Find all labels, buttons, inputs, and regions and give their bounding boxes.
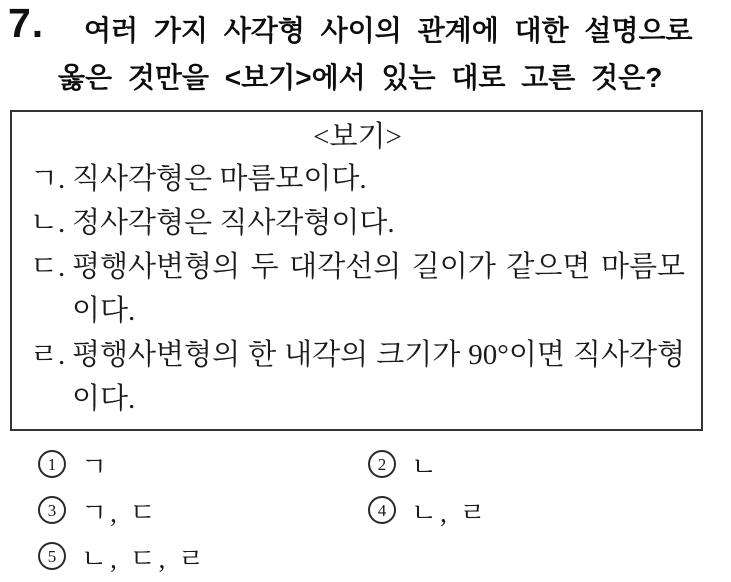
choice-label: ㄱ, ㄷ bbox=[81, 497, 159, 528]
choice-number-badge: 3 bbox=[38, 496, 66, 524]
item-marker: ㄹ. bbox=[30, 339, 66, 371]
choice-option-4[interactable] bbox=[368, 487, 731, 533]
question-text-line1: 여러 가지 사각형 사이의 관계에 대한 설명으로 bbox=[84, 15, 693, 46]
item-marker: ㄴ. bbox=[30, 207, 66, 239]
choice-label: ㄴ, ㄷ, ㄹ bbox=[81, 543, 208, 574]
choice-option-3[interactable] bbox=[38, 487, 368, 533]
answer-choices bbox=[38, 441, 731, 579]
item-marker: ㄷ. bbox=[30, 251, 66, 283]
item-marker: ㄱ. bbox=[30, 163, 66, 195]
choice-option-1[interactable] bbox=[38, 441, 368, 487]
bogi-item-digeut bbox=[30, 245, 685, 333]
bogi-title: <보기> bbox=[313, 121, 402, 153]
question-header bbox=[0, 0, 731, 100]
choice-option-2[interactable] bbox=[368, 441, 731, 487]
question-number: 7. bbox=[8, 0, 45, 46]
item-text: 정사각형은 직사각형이다. bbox=[72, 207, 395, 239]
bogi-item-giyeok bbox=[30, 157, 685, 201]
bogi-box bbox=[10, 110, 703, 431]
choice-number-badge: 2 bbox=[368, 450, 396, 478]
choice-option-5[interactable] bbox=[38, 533, 368, 579]
choice-label: ㄴ bbox=[411, 451, 441, 482]
choice-label: ㄴ, ㄹ bbox=[411, 497, 489, 528]
choice-label: ㄱ bbox=[81, 451, 111, 482]
bogi-item-nieun bbox=[30, 201, 685, 245]
choice-number-badge: 4 bbox=[368, 496, 396, 524]
item-text: 평행사변형의 두 대각선의 길이가 같으면 마름모이다. bbox=[72, 251, 685, 327]
choice-number-badge: 5 bbox=[38, 542, 66, 570]
bogi-item-rieul bbox=[30, 333, 685, 421]
question-text-line2: 옳은 것만을 <보기>에서 있는 대로 고른 것은? bbox=[58, 62, 663, 93]
choice-number-badge: 1 bbox=[38, 450, 66, 478]
item-text: 평행사변형의 한 내각의 크기가 90°이면 직사각형이다. bbox=[72, 339, 685, 415]
item-text: 직사각형은 마름모이다. bbox=[72, 163, 367, 195]
